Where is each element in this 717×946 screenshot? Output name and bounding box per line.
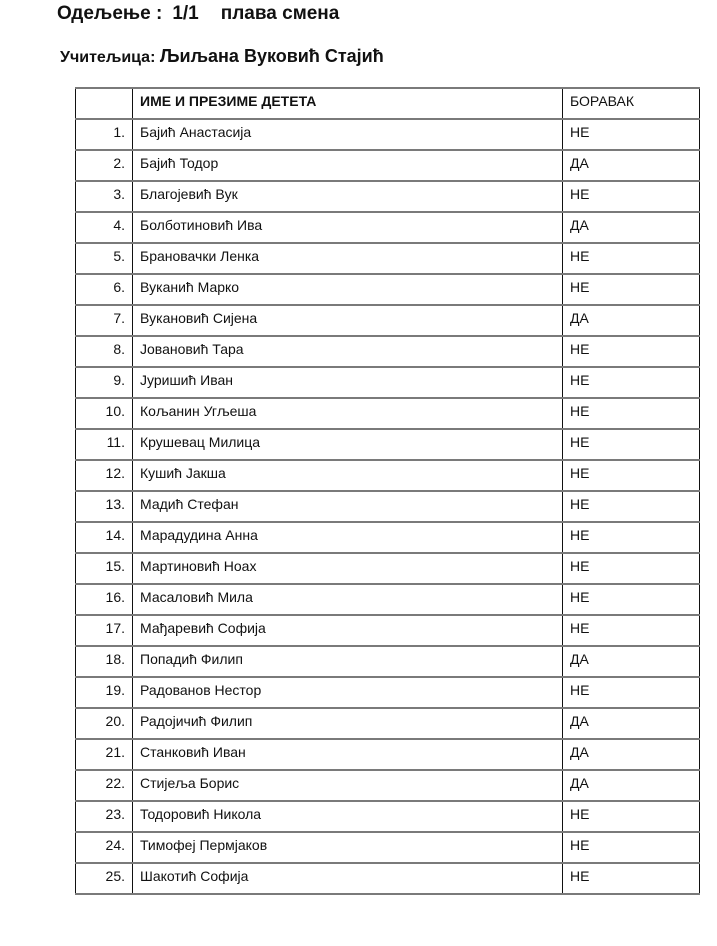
table-row [76, 801, 700, 832]
after-school-status: ДА [563, 305, 700, 336]
student-name: Крушевац Милица [133, 429, 563, 460]
student-name: Мартиновић Ноах [133, 553, 563, 584]
teacher-line [60, 46, 384, 67]
row-number: 4. [76, 212, 133, 243]
teacher-name: Љиљана Вуковић Стајић [159, 46, 384, 66]
table-body [76, 119, 700, 894]
after-school-status: НЕ [563, 615, 700, 646]
student-name: Марадудина Анна [133, 522, 563, 553]
student-name: Радованов Нестор [133, 677, 563, 708]
column-header-status: БОРАВАК [563, 88, 700, 119]
table-row [76, 739, 700, 770]
student-name: Мађаревић Софија [133, 615, 563, 646]
row-number: 5. [76, 243, 133, 274]
table-row [76, 553, 700, 584]
table-row [76, 770, 700, 801]
student-name: Попадић Филип [133, 646, 563, 677]
student-name: Станковић Иван [133, 739, 563, 770]
after-school-status: ДА [563, 739, 700, 770]
after-school-status: ДА [563, 708, 700, 739]
after-school-status: ДА [563, 770, 700, 801]
class-line [57, 3, 339, 25]
student-name: Тимофеј Пермјаков [133, 832, 563, 863]
table-row [76, 336, 700, 367]
after-school-status: НЕ [563, 584, 700, 615]
after-school-status: НЕ [563, 367, 700, 398]
row-number: 18. [76, 646, 133, 677]
row-number: 16. [76, 584, 133, 615]
row-number: 2. [76, 150, 133, 181]
student-name: Бајић Тодор [133, 150, 563, 181]
student-name: Благојевић Вук [133, 181, 563, 212]
row-number: 10. [76, 398, 133, 429]
table-row [76, 212, 700, 243]
after-school-status: ДА [563, 150, 700, 181]
row-number: 8. [76, 336, 133, 367]
table-header-row [76, 88, 700, 119]
table-row [76, 522, 700, 553]
table-row [76, 584, 700, 615]
column-header-name: ИМЕ И ПРЕЗИМЕ ДЕТЕТА [133, 88, 563, 119]
student-name: Јуришић Иван [133, 367, 563, 398]
after-school-status: НЕ [563, 243, 700, 274]
after-school-status: НЕ [563, 119, 700, 150]
student-name: Тодоровић Никола [133, 801, 563, 832]
after-school-status: НЕ [563, 274, 700, 305]
class-number: 1/1 [172, 3, 199, 24]
after-school-status: НЕ [563, 863, 700, 894]
table-row [76, 398, 700, 429]
row-number: 3. [76, 181, 133, 212]
table-row [76, 367, 700, 398]
student-name: Радојичић Филип [133, 708, 563, 739]
table-row [76, 181, 700, 212]
table-row [76, 863, 700, 894]
row-number: 21. [76, 739, 133, 770]
after-school-status: НЕ [563, 801, 700, 832]
row-number: 17. [76, 615, 133, 646]
class-label: Одељење : [57, 3, 163, 24]
student-name: Јовановић Тара [133, 336, 563, 367]
student-name: Стијеља Борис [133, 770, 563, 801]
table-row [76, 677, 700, 708]
table-row [76, 615, 700, 646]
row-number: 25. [76, 863, 133, 894]
row-number: 1. [76, 119, 133, 150]
student-name: Вукановић Сијена [133, 305, 563, 336]
table-row [76, 832, 700, 863]
after-school-status: ДА [563, 212, 700, 243]
table-row [76, 646, 700, 677]
after-school-status: НЕ [563, 832, 700, 863]
shift-label: плава смена [220, 3, 340, 24]
after-school-status: НЕ [563, 398, 700, 429]
table-row [76, 429, 700, 460]
student-name: Масаловић Мила [133, 584, 563, 615]
after-school-status: НЕ [563, 491, 700, 522]
table-row [76, 150, 700, 181]
student-table [75, 87, 700, 895]
table-row [76, 305, 700, 336]
after-school-status: ДА [563, 646, 700, 677]
column-header-number [76, 88, 133, 119]
student-name: Вуканић Марко [133, 274, 563, 305]
after-school-status: НЕ [563, 553, 700, 584]
after-school-status: НЕ [563, 429, 700, 460]
table-row [76, 460, 700, 491]
after-school-status: НЕ [563, 181, 700, 212]
after-school-status: НЕ [563, 336, 700, 367]
row-number: 23. [76, 801, 133, 832]
table-row [76, 243, 700, 274]
table-row [76, 708, 700, 739]
row-number: 15. [76, 553, 133, 584]
row-number: 14. [76, 522, 133, 553]
row-number: 20. [76, 708, 133, 739]
student-name: Шакотић Софија [133, 863, 563, 894]
row-number: 7. [76, 305, 133, 336]
teacher-label: Учитељица: [60, 49, 156, 66]
table-row [76, 491, 700, 522]
student-name: Мадић Стефан [133, 491, 563, 522]
row-number: 12. [76, 460, 133, 491]
row-number: 6. [76, 274, 133, 305]
table-row [76, 274, 700, 305]
student-name: Кушић Јакша [133, 460, 563, 491]
after-school-status: НЕ [563, 677, 700, 708]
row-number: 13. [76, 491, 133, 522]
row-number: 9. [76, 367, 133, 398]
row-number: 22. [76, 770, 133, 801]
after-school-status: НЕ [563, 522, 700, 553]
row-number: 24. [76, 832, 133, 863]
after-school-status: НЕ [563, 460, 700, 491]
row-number: 11. [76, 429, 133, 460]
row-number: 19. [76, 677, 133, 708]
student-name: Кољанин Угљеша [133, 398, 563, 429]
student-name: Бајић Анастасија [133, 119, 563, 150]
table-row [76, 119, 700, 150]
student-name: Брановачки Ленка [133, 243, 563, 274]
student-name: Болботиновић Ива [133, 212, 563, 243]
